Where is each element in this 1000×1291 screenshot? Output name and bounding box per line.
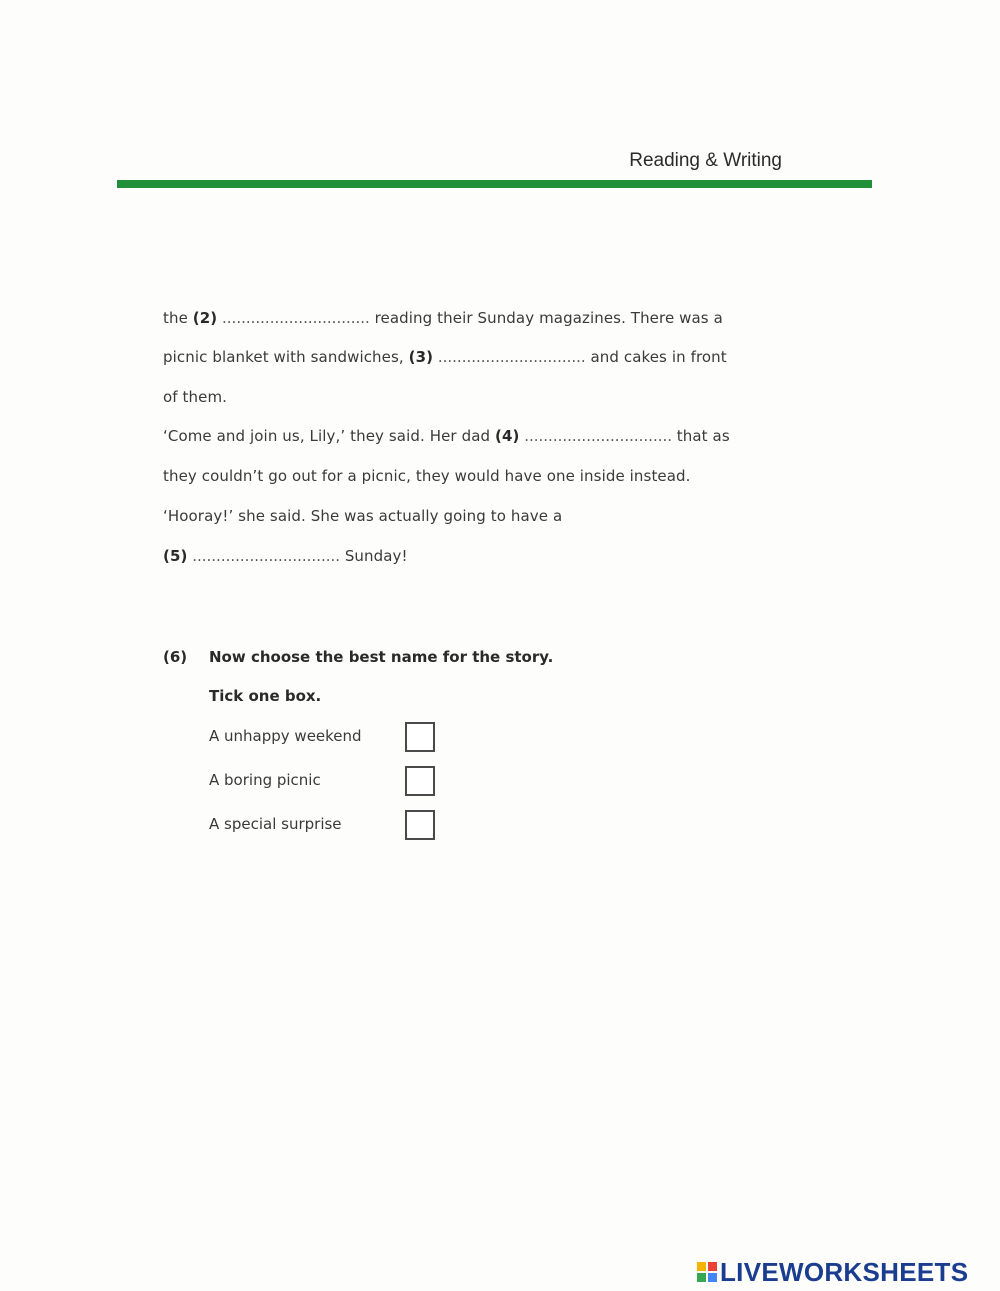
passage-text: and cakes in front	[590, 348, 727, 366]
gap-5-blank[interactable]: ...............................	[187, 547, 345, 565]
passage-text: the	[163, 309, 193, 327]
gap-number-2: (2)	[192, 309, 218, 327]
passage-line-2	[163, 348, 727, 366]
gap-2-blank[interactable]: ...............................	[217, 309, 375, 327]
passage-text: that as	[676, 427, 730, 445]
logo-blocks-icon	[697, 1262, 717, 1282]
question-prompt: Now choose the best name for the story.	[209, 648, 554, 666]
tick-box-boring-picnic[interactable]	[405, 766, 435, 796]
gap-4-blank[interactable]: ...............................	[519, 427, 677, 445]
tick-box-unhappy-weekend[interactable]	[405, 722, 435, 752]
passage-line-1	[163, 309, 723, 327]
passage-text: Sunday!	[344, 547, 408, 565]
question-instruction: Tick one box.	[209, 687, 322, 705]
gap-number-4: (4)	[494, 427, 520, 445]
brand-name: LIVEWORKSHEETS	[720, 1256, 969, 1287]
passage-line-5: they couldn’t go out for a picnic, they would have one inside instead.	[163, 467, 691, 485]
passage-text: ‘Come and join us, Lily,’ they said. Her dad	[163, 427, 495, 445]
passage-text: reading their Sunday magazines. There was a	[374, 309, 723, 327]
gap-number-3: (3)	[408, 348, 434, 366]
logo-block	[697, 1273, 706, 1282]
gap-number-5: (5)	[163, 547, 188, 565]
passage-line-7	[163, 547, 408, 565]
passage-line-6: ‘Hooray!’ she said. She was actually going to have a	[163, 507, 563, 525]
logo-block	[697, 1262, 706, 1271]
tick-box-special-surprise[interactable]	[405, 810, 435, 840]
question-number: (6)	[163, 648, 188, 666]
option-label-special-surprise: A special surprise	[209, 815, 342, 833]
section-title: Reading & Writing	[629, 150, 782, 171]
logo-block	[708, 1262, 717, 1271]
option-label-unhappy-weekend: A unhappy weekend	[209, 727, 362, 745]
passage-line-4	[163, 427, 730, 445]
liveworksheets-logo	[697, 1258, 968, 1286]
option-label-boring-picnic: A boring picnic	[209, 771, 321, 789]
gap-3-blank[interactable]: ...............................	[433, 348, 591, 366]
passage-text: picnic blanket with sandwiches,	[163, 348, 409, 366]
logo-block	[708, 1273, 717, 1282]
header-rule	[117, 180, 872, 188]
passage-line-3: of them.	[163, 388, 228, 406]
